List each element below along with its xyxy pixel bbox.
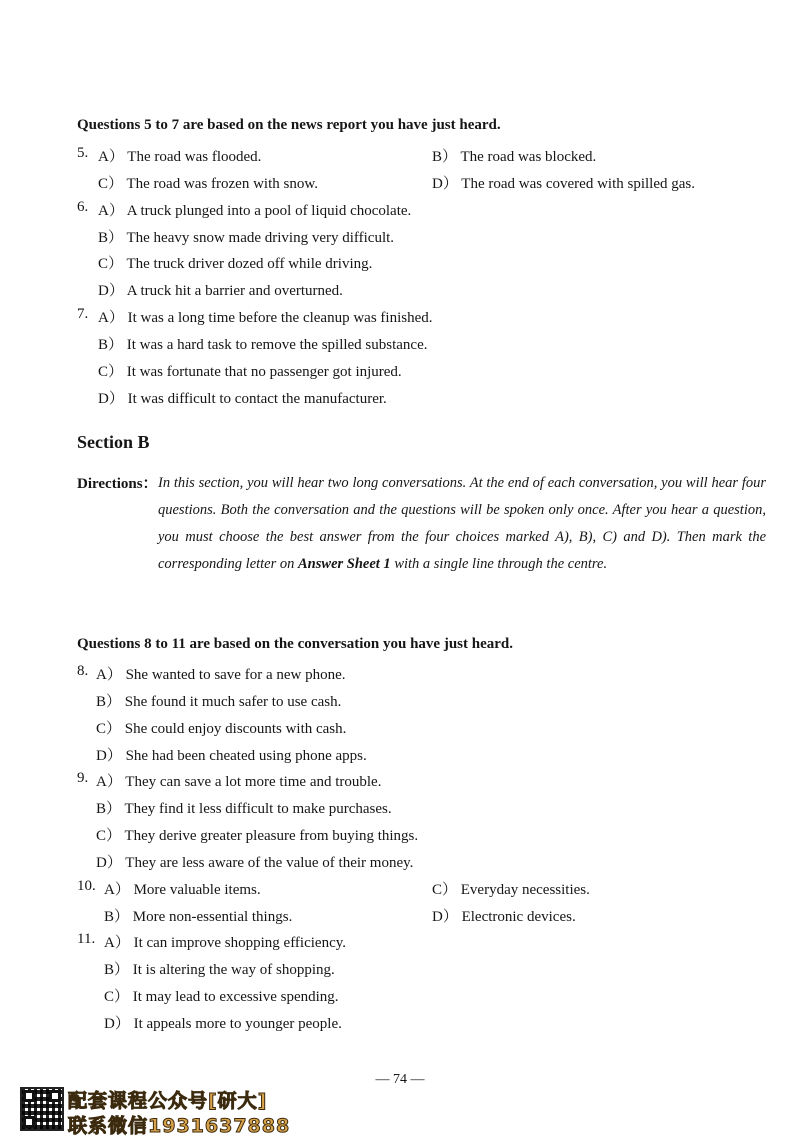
promo-watermark-line2: 联系微信1931637888 — [68, 1115, 291, 1137]
option-9c: C） They derive greater pleasure from buying things. — [96, 828, 419, 844]
section-b-title: Section B — [77, 432, 150, 452]
option-8d: D） She had been cheated using phone apps. — [96, 748, 367, 764]
option-11a: A） It can improve shopping efficiency. — [104, 935, 347, 951]
option-6d: D） A truck hit a barrier and overturned. — [98, 283, 343, 299]
promo-watermark-line1: 配套课程公众号[研大] — [68, 1090, 268, 1112]
option-8b: B） She found it much safer to use cash. — [96, 694, 342, 710]
option-9d: D） They are less aware of the value of their money. — [96, 855, 414, 871]
question-7 — [77, 306, 88, 323]
question-8 — [77, 663, 88, 680]
directions-label: Directions： — [77, 476, 158, 492]
option-7b: B） It was a hard task to remove the spilled substance. — [98, 337, 428, 353]
option-10c: C） Everyday necessities. — [432, 882, 590, 898]
question-number: 6. — [77, 199, 89, 215]
option-11c: C） It may lead to excessive spending. — [104, 989, 339, 1005]
question-number: 11. — [77, 931, 96, 947]
option-10a: A） More valuable items. — [104, 882, 261, 898]
option-8c: C） She could enjoy discounts with cash. — [96, 721, 347, 737]
question-5 — [77, 145, 88, 162]
option-6b: B） The heavy snow made driving very difficult. — [98, 230, 395, 246]
qr-code-icon — [20, 1087, 64, 1131]
question-number: 10. — [77, 878, 96, 894]
option-6c: C） The truck driver dozed off while driving. — [98, 256, 373, 272]
page-number: — 74 — — [375, 1072, 425, 1087]
option-8a: A） She wanted to save for a new phone. — [96, 667, 346, 683]
option-10d: D） Electronic devices. — [432, 909, 576, 925]
question-10 — [77, 878, 96, 895]
answer-sheet-ref: Answer Sheet 1 — [298, 556, 391, 572]
option-9b: B） They find it less difficult to make purchases. — [96, 801, 392, 817]
option-5a: A） The road was flooded. — [98, 149, 262, 165]
option-5b: B） The road was blocked. — [432, 149, 597, 165]
question-number: 9. — [77, 770, 89, 786]
option-11d: D） It appeals more to younger people. — [104, 1016, 342, 1032]
question-number: 8. — [77, 663, 89, 679]
directions-text — [158, 470, 766, 578]
question-number: 7. — [77, 306, 89, 322]
option-9a: A） They can save a lot more time and trouble. — [96, 774, 382, 790]
option-5d: D） The road was covered with spilled gas. — [432, 176, 695, 192]
questions-5-7-header: Questions 5 to 7 are based on the news report you have just heard. — [77, 117, 501, 133]
option-11b: B） It is altering the way of shopping. — [104, 962, 335, 978]
option-7d: D） It was difficult to contact the manufacturer. — [98, 391, 387, 407]
question-6 — [77, 199, 88, 216]
option-7c: C） It was fortunate that no passenger got injured. — [98, 364, 402, 380]
directions-text-part1: In this section, you will hear two long conversations. At the end of each conversation, you will hear four questions. Both the conversation and the questions will be spoken only once. After you hear a question, you must choose the best answer from the four choices marked A), B), C) and D). Then mark the corresponding letter on — [158, 475, 766, 572]
option-6a: A） A truck plunged into a pool of liquid chocolate. — [98, 203, 412, 219]
question-9 — [77, 770, 88, 787]
option-7a: A） It was a long time before the cleanup was finished. — [98, 310, 433, 326]
question-11 — [77, 931, 95, 948]
option-5c: C） The road was frozen with snow. — [98, 176, 318, 192]
directions-text-part2: with a single line through the centre. — [390, 556, 608, 572]
questions-8-11-header: Questions 8 to 11 are based on the conversation you have just heard. — [77, 636, 513, 652]
option-10b: B） More non-essential things. — [104, 909, 293, 925]
question-number: 5. — [77, 145, 89, 161]
